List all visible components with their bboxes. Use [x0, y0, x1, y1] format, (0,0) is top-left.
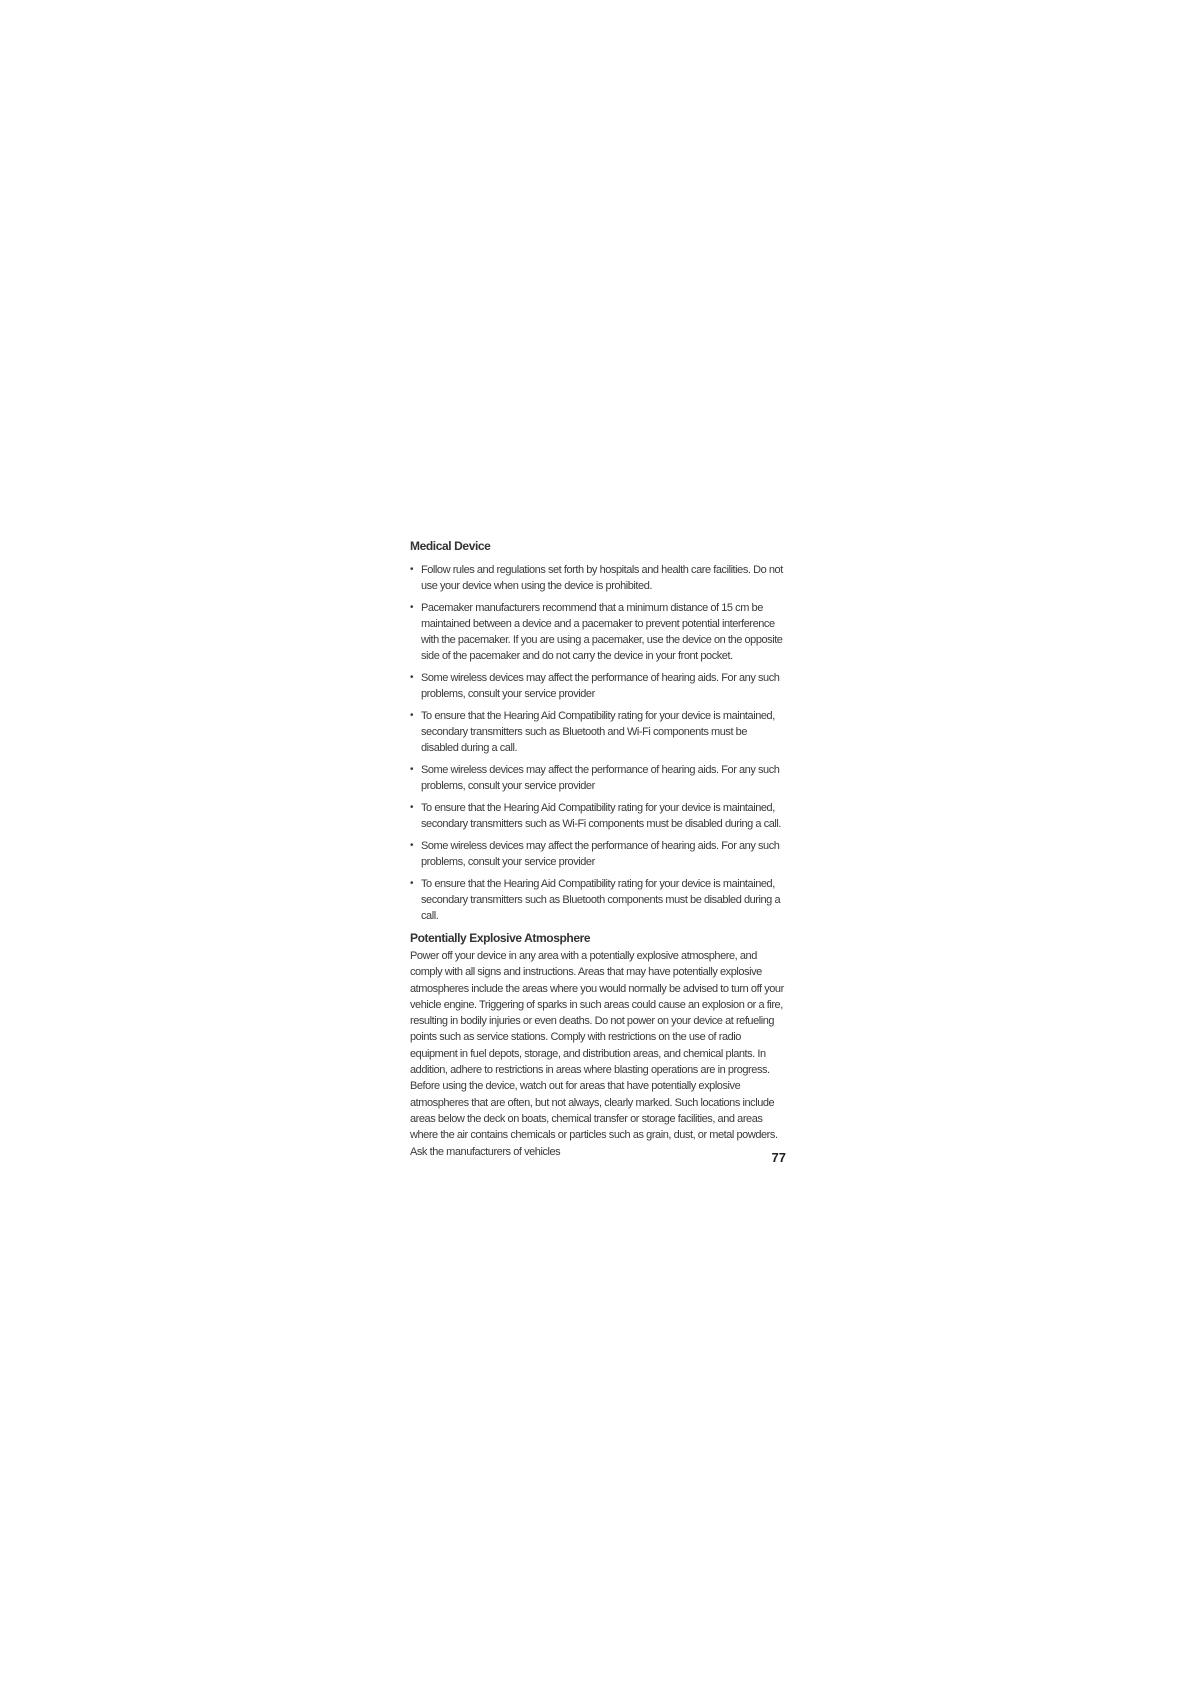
list-item: • To ensure that the Hearing Aid Compatibility rating for your device is maintained, secondary transmitters such as Bluetooth and Wi-Fi components must be disabled during a call. [410, 708, 786, 756]
section-heading-medical-device: Medical Device [410, 539, 491, 553]
list-item: • Some wireless devices may affect the performance of hearing aids. For any such problems, consult your service provider [410, 670, 786, 702]
medical-device-list [410, 562, 786, 924]
list-item: • Some wireless devices may affect the performance of hearing aids. For any such problems, consult your service provider [410, 762, 786, 794]
list-item: • To ensure that the Hearing Aid Compatibility rating for your device is maintained, secondary transmitters such as Bluetooth components must be disabled during a call. [410, 876, 786, 924]
page-number: 77 [771, 1150, 786, 1165]
explosive-atmosphere-paragraph: Power off your device in any area with a potentially explosive atmosphere, and comply with all signs and instructions. Areas that may have potentially explosive atmospheres include the areas where you would normally be advised to turn off your vehicle engine. Triggering of sparks in such areas could cause an explosion or a fire, resulting in bodily injuries or even deaths. Do not power on your device at refueling points such as service stations. Comply with restrictions on the use of radio equipment in fuel depots, storage, and distribution areas, and chemical plants. In addition, adhere to restrictions in areas where blasting operations are in progress. Before using the device, watch out for areas that have potentially explosive atmospheres that are often, but not always, clearly marked. Such locations include areas below the deck on boats, chemical transfer or storage facilities, and areas where the air contains chemicals or particles such as grain, dust, or metal powders. Ask the manufacturers of vehicles [410, 950, 784, 1158]
section-heading-explosive-atmosphere: Potentially Explosive Atmosphere [410, 931, 591, 945]
list-item: • Some wireless devices may affect the performance of hearing aids. For any such problems, consult your service provider [410, 838, 786, 870]
list-item: • Pacemaker manufacturers recommend that a minimum distance of 15 cm be maintained between a device and a pacemaker to prevent potential interference with the pacemaker. If you are using a pacemaker, use the device on the opposite side of the pacemaker and do not carry the device in your front pocket. [410, 600, 786, 664]
list-item: • To ensure that the Hearing Aid Compatibility rating for your device is maintained, secondary transmitters such as Wi-Fi components must be disabled during a call. [410, 800, 786, 832]
list-item: • Follow rules and regulations set forth by hospitals and health care facilities. Do not use your device when using the device is prohibited. [410, 562, 786, 594]
page-content [410, 538, 786, 1160]
